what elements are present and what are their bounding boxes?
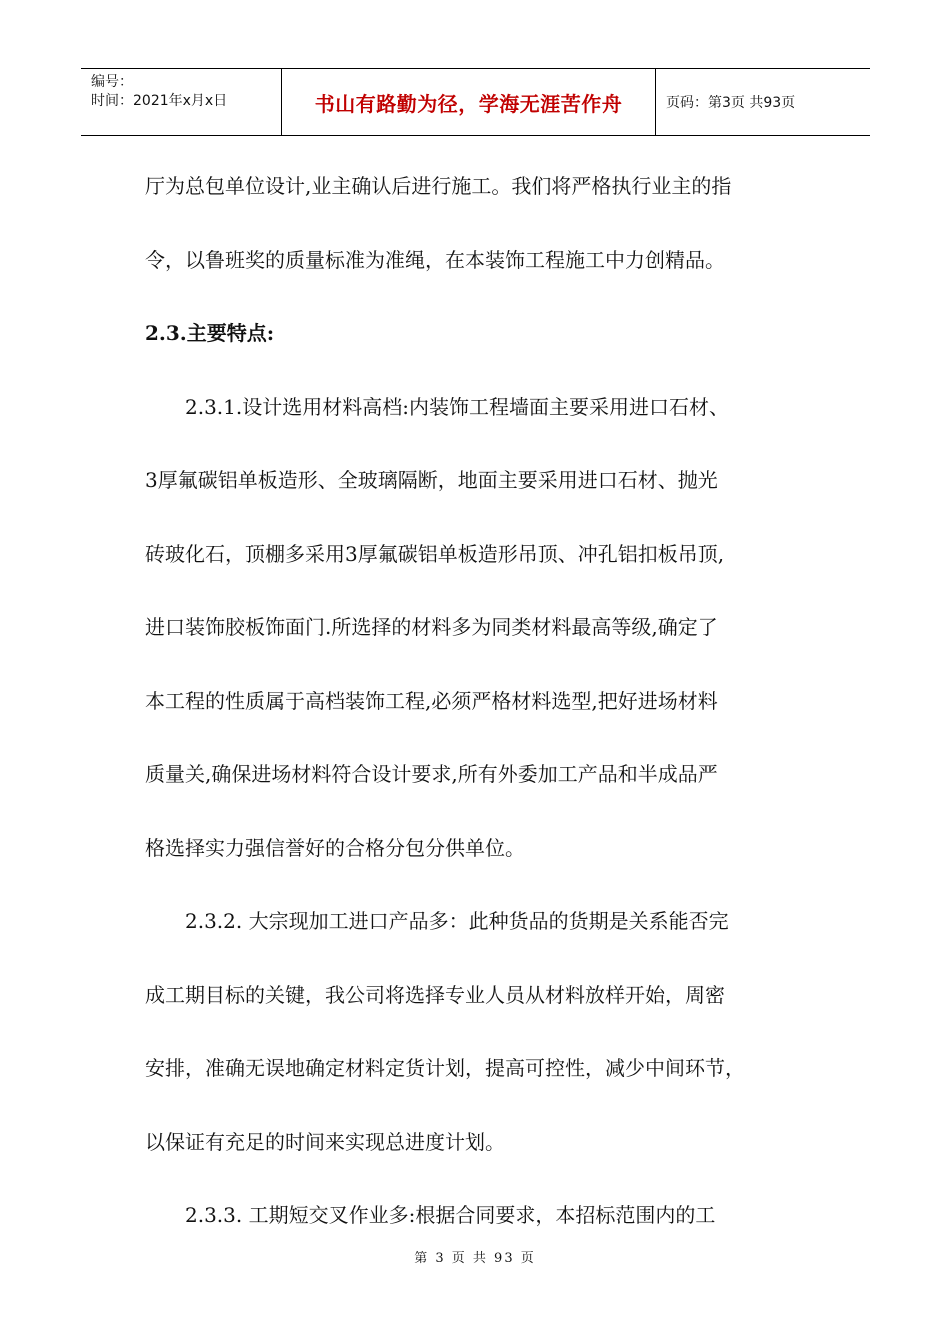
document-body [145, 158, 810, 1261]
header-motto: 书山有路勤为径，学海无涯苦作舟 [282, 69, 656, 135]
body-line: 安排，准确无误地确定材料定货计划，提高可控性，减少中间环节， [145, 1056, 745, 1080]
body-line: 进口装饰胶板饰面门.所选择的材料多为同类材料最高等级,确定了 [145, 615, 718, 639]
section-heading: 2.3.主要特点: [145, 321, 275, 345]
document-number-label: 编号： [91, 74, 133, 90]
body-line: 成工期目标的关键，我公司将选择专业人员从材料放样开始，周密 [145, 982, 725, 1007]
body-line: 砖玻化石，顶棚多采用3厚氟碳铝单板造形吊顶、冲孔铝扣板吊顶, [145, 541, 725, 566]
body-line: 3厚氟碳铝单板造形、全玻璃隔断，地面主要采用进口石材、抛光 [145, 468, 718, 492]
body-line: 质量关,确保进场材料符合设计要求,所有外委加工产品和半成品严 [145, 762, 718, 786]
body-line: 2.3.1.设计选用材料高档:内装饰工程墙面主要采用进口石材、 [145, 394, 729, 419]
body-line: 格选择实力强信誉好的合格分包分供单位。 [145, 835, 525, 860]
page-footer: 第 3 页 共 93 页 [414, 1251, 536, 1266]
header-meta [81, 69, 282, 135]
body-line: 令，以鲁班奖的质量标准为准绳，在本装饰工程施工中力创精品。 [145, 247, 725, 272]
body-line: 厅为总包单位设计,业主确认后进行施工。我们将严格执行业主的指 [145, 174, 732, 198]
body-line: 以保证有充足的时间来实现总进度计划。 [145, 1129, 505, 1154]
document-date-label: 时间：2021年x月x日 [91, 93, 228, 109]
page-header [81, 68, 870, 136]
body-line: 本工程的性质属于高档装饰工程,必须严格材料选型,把好进场材料 [145, 688, 718, 713]
body-line: 2.3.2. 大宗现加工进口产品多：此种货品的货期是关系能否完 [145, 909, 729, 933]
body-line: 2.3.3. 工期短交叉作业多:根据合同要求，本招标范围内的工 [145, 1203, 716, 1227]
header-page-number: 页码：第3页 共93页 [666, 95, 796, 111]
